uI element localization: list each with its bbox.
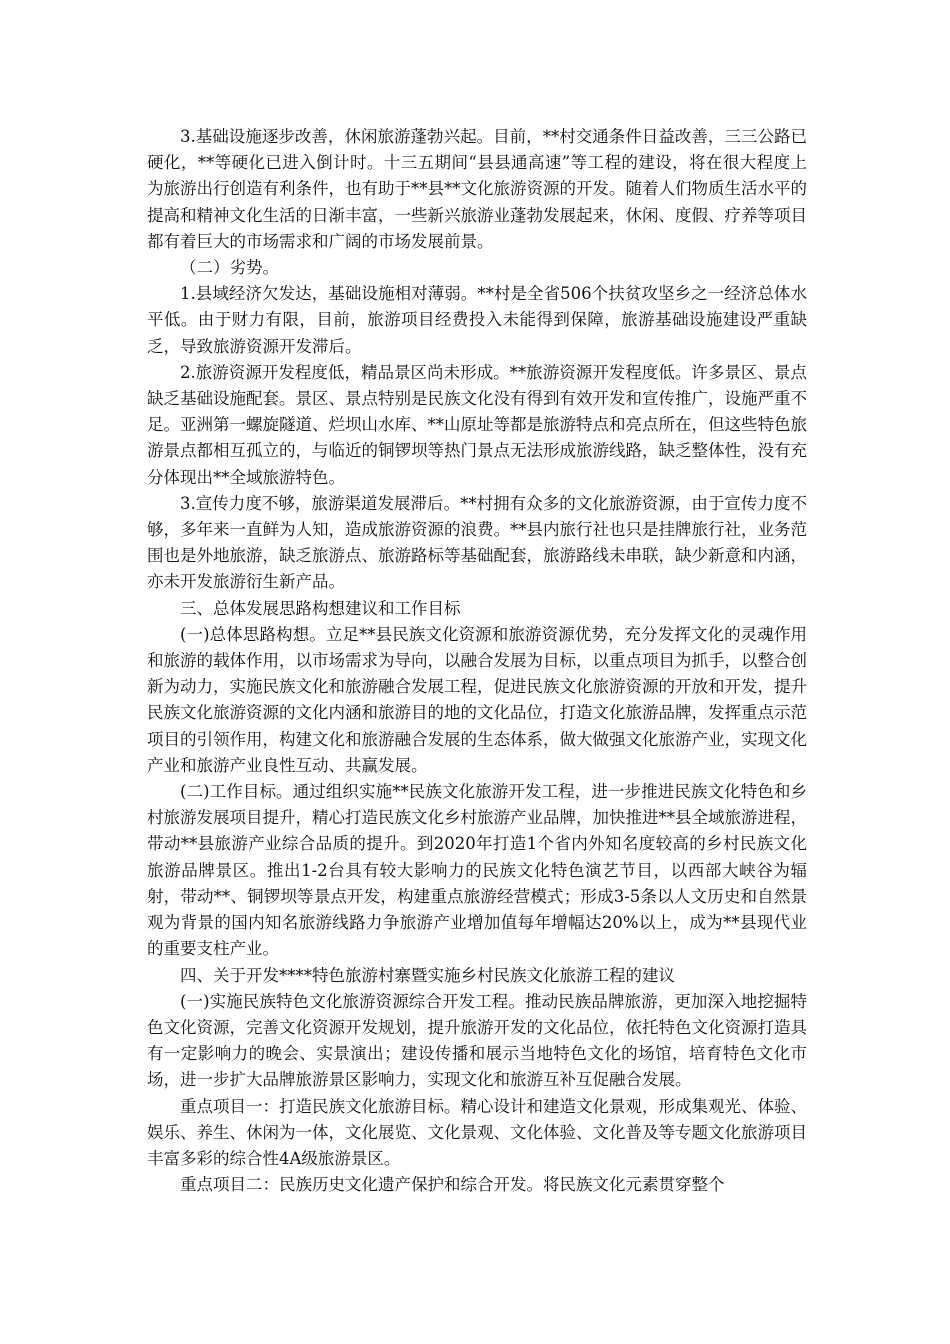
paragraph-publicity: 3.宣传力度不够，旅游渠道发展滞后。**村拥有众多的文化旅游资源，由于宣传力度不够，多年来一直鲜为人知，造成旅游资源的浪费。**县内旅行社也只是挂牌旅行社，业务范围也是外地旅游，缺乏旅游点、旅游路标等基础配套，旅游路线未串联，缺少新意和内涵，亦未开发旅游衍生新产品。 xyxy=(147,493,807,592)
paragraph-infrastructure: 3.基础设施逐步改善，休闲旅游蓬勃兴起。目前，**村交通条件日益改善，三三公路已硬化，**等硬化已进入倒计时。十三五期间“县县通高速”等工程的建设，将在很大程度上为旅游出行创造有利条件，也有助于**县**文化旅游资源的开发。随着人们物质生活水平的提高和精神文化生活的日渐丰富，一些新兴旅游业蓬勃发展起来，休闲、度假、疗养等项目都有着巨大的市场需求和广阔的市场发展前景。 xyxy=(147,127,807,251)
paragraph-comprehensive-development: (一)实施民族特色文化旅游资源综合开发工程。推动民族品牌旅游，更加深入地挖掘特色文化资源，完善文化资源开发规划，提升旅游开发的文化品位，依托特色文化资源打造具有一定影响力的晚会、实景演出；建设传播和展示当地特色文化的场馆，培育特色文化市场，进一步扩大品牌旅游景区影响力，实现文化和旅游互补互促融合发展。 xyxy=(147,991,807,1090)
paragraph-key-project-one: 重点项目一：打造民族文化旅游目标。精心设计和建造文化景观，形成集观光、体验、娱乐、养生、休闲为一体，文化展览、文化景观、文化体验、文化普及等专题文化旅游项目丰富多彩的综合性4A级旅游景区。 xyxy=(147,1096,807,1168)
paragraph-economy: 1.县域经济欠发达，基础设施相对薄弱。**村是全省506个扶贫攻坚乡之一经济总体水平低。由于财力有限，目前，旅游项目经费投入未能得到保障，旅游基础设施建设严重缺乏，导致旅游资源开发滞后。 xyxy=(147,284,807,356)
document-body xyxy=(147,124,807,1198)
heading-section-four: 四、关于开发****特色旅游村寨暨实施乡村民族文化旅游工程的建议 xyxy=(180,965,675,985)
paragraph-resource-development: 2.旅游资源开发程度低，精品景区尚未形成。**旅游资源开发程度低。许多景区、景点缺乏基础设施配套。景区、景点特别是民族文化没有得到有效开发和宣传推广，设施严重不足。亚洲第一螺旋隧道、烂坝山水库、**山原址等都是旅游特点和亮点所在，但这些特色旅游景点都相互孤立的，与临近的铜锣坝等热门景点无法形成旅游线路，缺乏整体性，没有充分体现出**全域旅游特色。 xyxy=(147,362,807,487)
heading-weaknesses: （二）劣势。 xyxy=(180,258,279,278)
paragraph-key-project-two: 重点项目二：民族历史文化遗产保护和综合开发。将民族文化元素贯穿整个 xyxy=(180,1175,725,1195)
paragraph-work-goals: (二)工作目标。通过组织实施**民族文化旅游开发工程，进一步推进民族文化特色和乡村旅游发展项目提升，精心打造民族文化乡村旅游产业品牌，加快推进**县全域旅游进程，带动**县旅游产业综合品质的提升。到2020年打造1个省内外知名度较高的乡村民族文化旅游品牌景区。推出1-2台具有较大影响力的民族文化特色演艺节目，以西部大峡谷为辐射，带动**、铜锣坝等景点开发，构建重点旅游经营模式；形成3-5条以人文历史和自然景观为背景的国内知名旅游线路力争旅游产业增加值每年增幅达20%以上，成为**县现代业的重要支柱产业。 xyxy=(147,782,807,959)
heading-section-three: 三、总体发展思路构想建议和工作目标 xyxy=(180,598,461,618)
paragraph-overall-idea: (一)总体思路构想。立足**县民族文化资源和旅游资源优势，充分发挥文化的灵魂作用和旅游的载体作用，以市场需求为导向，以融合发展为目标，以重点项目为抓手，以整合创新为动力，实施民族文化和旅游融合发展工程，促进民族文化旅游资源的开放和开发，提升民族文化旅游资源的文化内涵和旅游目的地的文化品位，打造文化旅游品牌，发挥重点示范项目的引领作用，构建文化和旅游融合发展的生态体系，做大做强文化旅游产业，实现文化产业和旅游产业良性互动、共赢发展。 xyxy=(147,624,807,775)
